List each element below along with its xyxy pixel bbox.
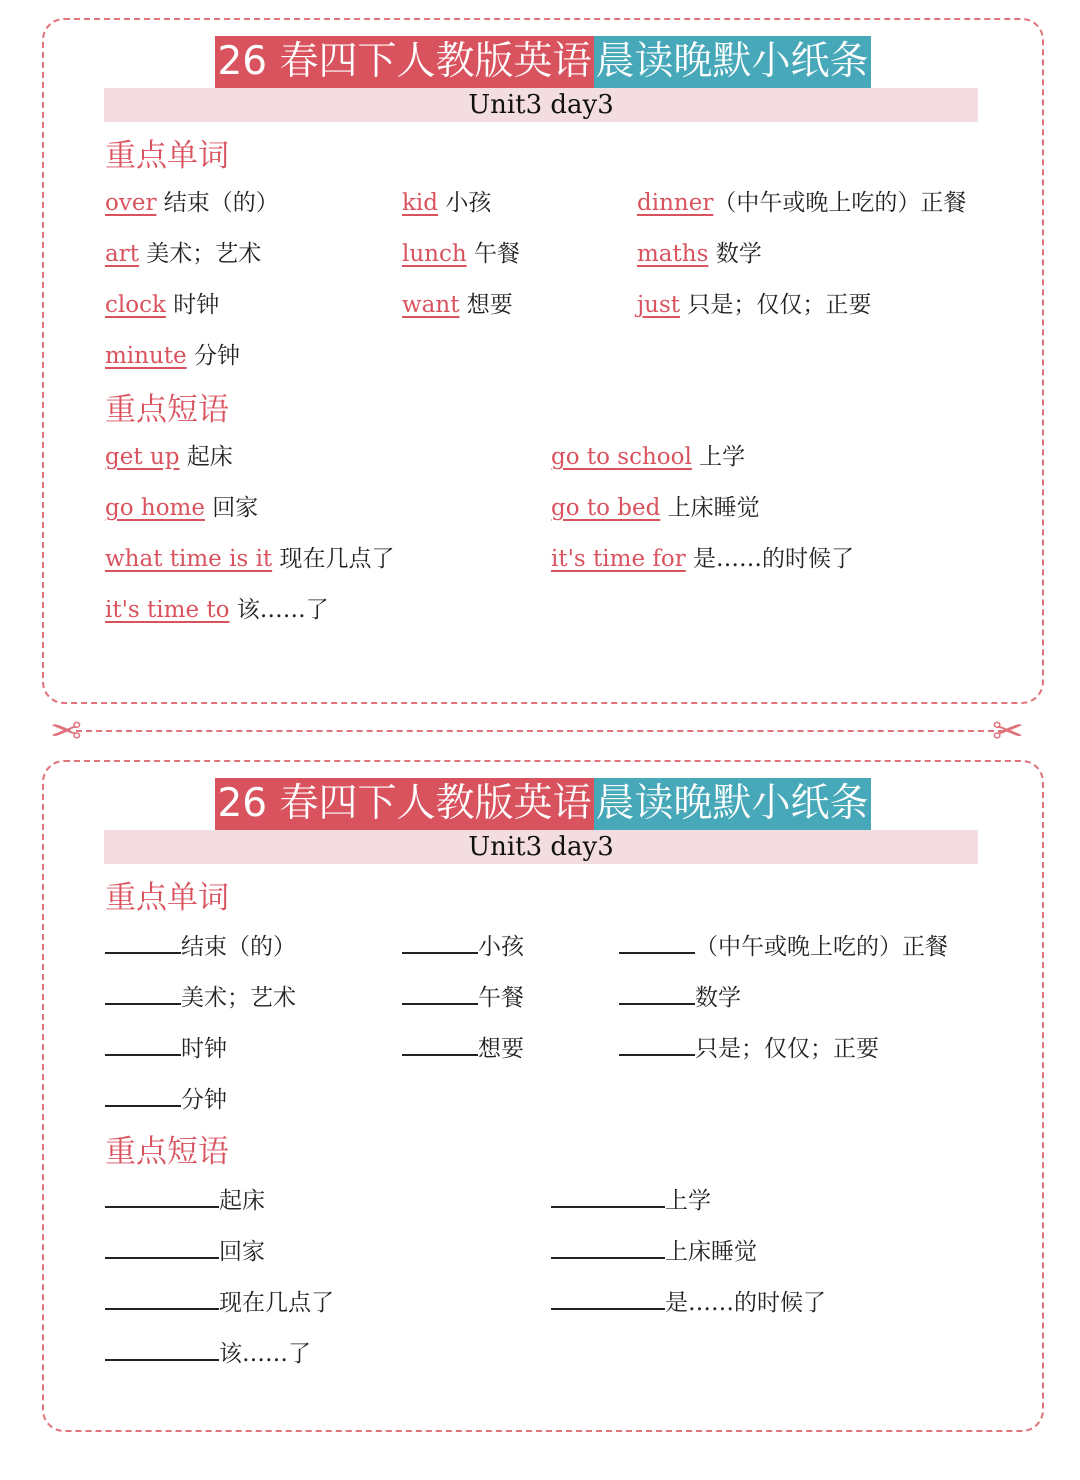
answer-blank[interactable]: [105, 1235, 219, 1259]
answer-blank[interactable]: [402, 930, 478, 954]
phrase-item: [105, 442, 233, 472]
phrase-zh: 上学: [665, 1188, 711, 1214]
phrase-zh: 该……了: [236, 597, 329, 623]
phrase-zh: 上床睡觉: [667, 495, 760, 521]
words-heading: 重点单词: [105, 138, 229, 174]
phrase-en: it's time to: [105, 597, 230, 623]
words-heading: 重点单词: [105, 880, 229, 916]
word-zh: 结束（的）: [163, 190, 279, 216]
word-zh: 时钟: [181, 1036, 227, 1062]
word-zh: 午餐: [474, 241, 520, 267]
phrase-zh: 起床: [219, 1188, 265, 1214]
card-title: [44, 778, 1042, 830]
phrases-heading: 重点短语: [105, 1134, 229, 1170]
word-blank-item: [105, 981, 296, 1013]
phrase-en: go to school: [551, 444, 692, 470]
unit-subtitle: Unit3 day3: [104, 88, 978, 122]
phrase-en: go home: [105, 495, 205, 521]
word-zh: 只是；仅仅；正要: [687, 292, 872, 318]
word-zh: 只是；仅仅；正要: [695, 1036, 879, 1062]
answer-blank[interactable]: [105, 1286, 219, 1310]
word-zh: 美术；艺术: [146, 241, 262, 267]
phrase-blank-item: [105, 1337, 311, 1369]
answer-blank[interactable]: [105, 1337, 219, 1361]
word-item: [105, 290, 219, 320]
word-en: dinner: [637, 190, 714, 216]
word-zh: 想要: [478, 1036, 524, 1062]
answer-blank[interactable]: [619, 981, 695, 1005]
word-item: [402, 188, 491, 218]
word-zh: 结束（的）: [181, 934, 296, 960]
word-zh: 分钟: [181, 1087, 227, 1113]
phrase-en: go to bed: [551, 495, 661, 521]
title-teal-part: 晨读晚默小纸条: [594, 36, 871, 88]
word-item: [105, 239, 261, 269]
word-en: minute: [105, 343, 187, 369]
word-item: [402, 239, 520, 269]
title-red-part: 26 春四下人教版英语: [215, 36, 593, 88]
quiz-card: [42, 760, 1044, 1432]
phrase-zh: 该……了: [219, 1341, 311, 1367]
word-blank-item: [619, 1032, 879, 1064]
phrase-zh: 现在几点了: [279, 546, 395, 572]
word-blank-item: [105, 1083, 227, 1115]
word-blank-item: [619, 930, 948, 962]
phrase-en: get up: [105, 444, 180, 470]
word-blank-item: [619, 981, 741, 1013]
word-en: maths: [637, 241, 709, 267]
word-zh: 时钟: [173, 292, 220, 318]
title-red-part: 26 春四下人教版英语: [215, 778, 593, 830]
answer-blank[interactable]: [551, 1235, 665, 1259]
word-zh: （中午或晚上吃的）正餐: [713, 190, 967, 216]
phrase-zh: 回家: [219, 1239, 265, 1265]
word-zh: 小孩: [445, 190, 492, 216]
word-blank-item: [402, 981, 524, 1013]
word-blank-item: [402, 930, 524, 962]
phrase-zh: 起床: [186, 444, 233, 470]
word-zh: 午餐: [478, 985, 524, 1011]
word-en: art: [105, 241, 139, 267]
phrase-item: [105, 544, 394, 574]
cut-line: [76, 730, 1004, 732]
word-zh: 想要: [466, 292, 513, 318]
word-en: kid: [402, 190, 439, 216]
phrase-zh: 回家: [212, 495, 259, 521]
word-item: [637, 290, 871, 320]
phrase-blank-item: [551, 1184, 711, 1216]
answer-blank[interactable]: [105, 930, 181, 954]
unit-subtitle: Unit3 day3: [104, 830, 978, 864]
answer-card: [42, 18, 1044, 704]
word-item: [637, 188, 966, 218]
answer-blank[interactable]: [105, 981, 181, 1005]
word-en: lunch: [402, 241, 467, 267]
word-zh: 数学: [715, 241, 762, 267]
word-item: [637, 239, 762, 269]
word-zh: 小孩: [478, 934, 524, 960]
phrase-blank-item: [105, 1286, 334, 1318]
word-en: just: [637, 292, 680, 318]
title-teal-part: 晨读晚默小纸条: [594, 778, 871, 830]
phrase-item: [551, 544, 854, 574]
card-title: [44, 36, 1042, 88]
phrase-zh: 是……的时候了: [693, 546, 855, 572]
word-zh: 数学: [695, 985, 741, 1011]
phrase-en: what time is it: [105, 546, 273, 572]
word-en: over: [105, 190, 157, 216]
answer-blank[interactable]: [551, 1184, 665, 1208]
word-blank-item: [402, 1032, 524, 1064]
phrase-blank-item: [551, 1286, 826, 1318]
phrases-heading: 重点短语: [105, 392, 229, 428]
word-item: [105, 341, 240, 371]
word-blank-item: [105, 930, 296, 962]
word-en: clock: [105, 292, 166, 318]
phrase-blank-item: [551, 1235, 757, 1267]
phrase-zh: 上学: [699, 444, 746, 470]
answer-blank[interactable]: [402, 1032, 478, 1056]
phrase-zh: 现在几点了: [219, 1290, 334, 1316]
phrase-blank-item: [105, 1235, 265, 1267]
answer-blank[interactable]: [551, 1286, 665, 1310]
word-zh: 分钟: [193, 343, 240, 369]
answer-blank[interactable]: [402, 981, 478, 1005]
answer-blank[interactable]: [105, 1032, 181, 1056]
phrase-item: [551, 493, 760, 523]
phrase-blank-item: [105, 1184, 265, 1216]
phrase-en: it's time for: [551, 546, 686, 572]
word-blank-item: [105, 1032, 227, 1064]
word-item: [402, 290, 513, 320]
word-item: [105, 188, 279, 218]
phrase-item: [551, 442, 745, 472]
answer-blank[interactable]: [105, 1184, 219, 1208]
phrase-item: [105, 493, 258, 523]
word-zh: 美术；艺术: [181, 985, 296, 1011]
answer-blank[interactable]: [619, 1032, 695, 1056]
word-zh: （中午或晚上吃的）正餐: [695, 934, 948, 960]
answer-blank[interactable]: [619, 930, 695, 954]
phrase-item: [105, 595, 329, 625]
scissors-icon: ✂: [992, 709, 1024, 753]
scissors-icon: ✂: [50, 709, 82, 753]
answer-blank[interactable]: [105, 1083, 181, 1107]
word-en: want: [402, 292, 460, 318]
phrase-zh: 上床睡觉: [665, 1239, 757, 1265]
phrase-zh: 是……的时候了: [665, 1290, 826, 1316]
